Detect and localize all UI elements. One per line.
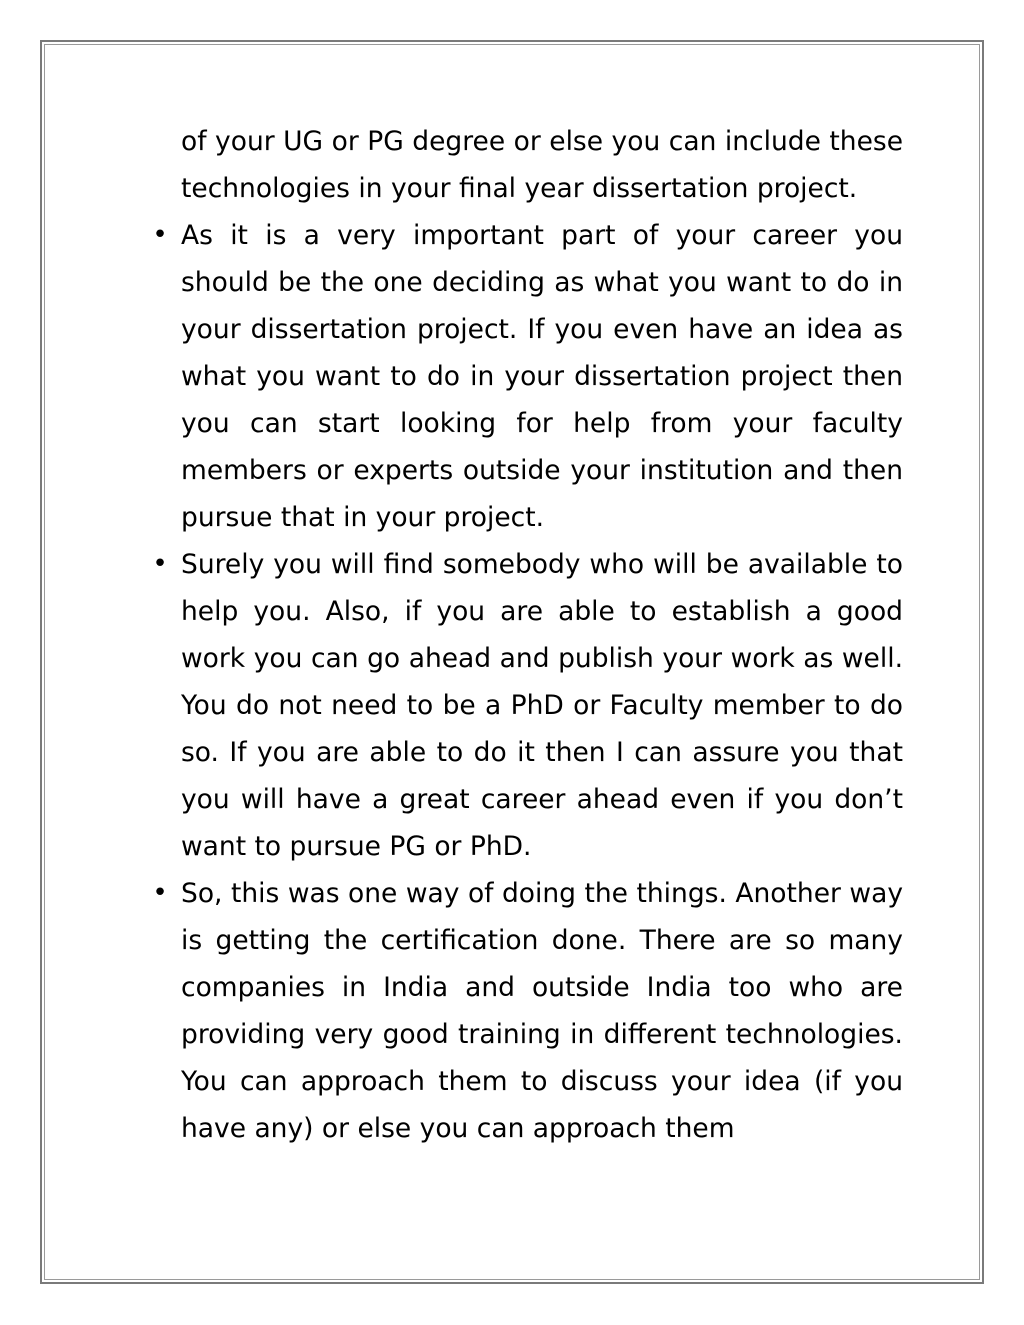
continuation-paragraph-text: of your UG or PG degree or else you can include these technologies in your final year dissertation project. (181, 126, 903, 204)
bullet-item (152, 870, 903, 1152)
document-body (152, 118, 903, 1152)
bullet-item-text: So, this was one way of doing the things. Another way is getting the certification done. There are so many companies in India and outside India too who are providing very good training in different technologies. You can approach them to discuss your idea (if you have any) or else you can approach them (181, 878, 903, 1144)
bullet-item-text: As it is a very important part of your career you should be the one deciding as what you want to do in your dissertation project. If you even have an idea as what you want to do in your dissertation project then you can start looking for help from your faculty members or experts outside your institution and then pursue that in your project. (181, 220, 903, 533)
bullet-item-text: Surely you will find somebody who will be available to help you. Also, if you are able to establish a good work you can go ahead and publish your work as well. You do not need to be a PhD or Faculty member to do so. If you are able to do it then I can assure you that you will have a great career ahead even if you don’t want to pursue PG or PhD. (181, 549, 903, 862)
bullet-item (152, 541, 903, 870)
bullet-dot-icon: • (152, 878, 168, 908)
continuation-paragraph (181, 118, 903, 212)
bullet-dot-icon: • (152, 549, 168, 579)
bullet-dot-icon: • (152, 220, 168, 250)
bullet-item (152, 212, 903, 541)
